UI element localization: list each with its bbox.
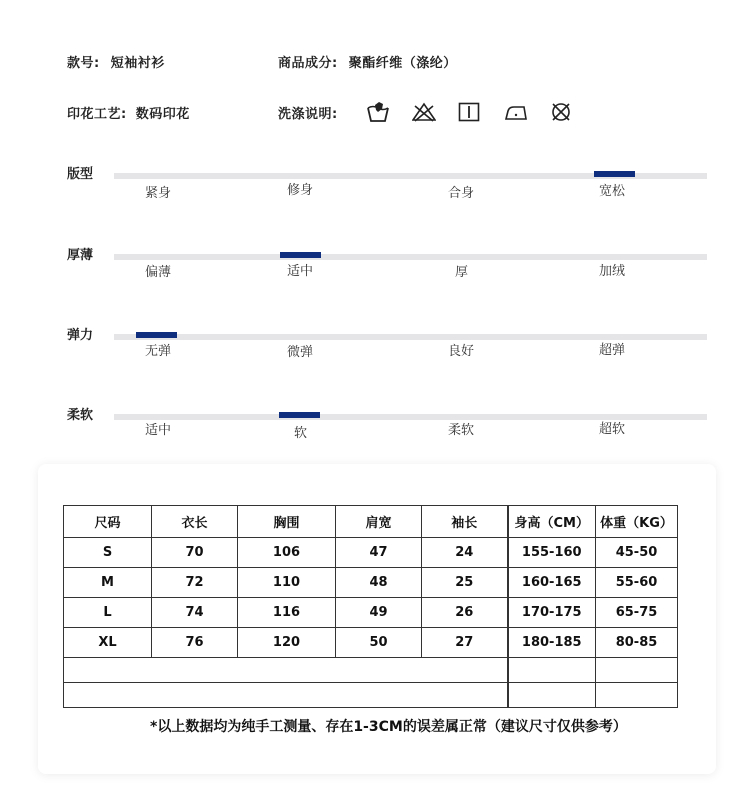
scale-marker (280, 252, 321, 258)
table-cell: L (64, 598, 152, 628)
table-row (64, 538, 678, 568)
table-cell-empty (64, 683, 508, 708)
scale-option: 超软 (599, 422, 626, 437)
scale-marker (279, 412, 320, 418)
size-footnote: *以上数据均为纯手工测量、存在1-3CM的误差属正常（建议尺寸仅供参考） (150, 719, 627, 735)
table-cell: S (64, 538, 152, 568)
size-table (63, 505, 678, 708)
wash-label: 洗涤说明: (278, 107, 338, 122)
table-header: 衣长 (152, 506, 238, 538)
scale-option: 紧身 (145, 186, 172, 201)
scale-thickness (0, 244, 750, 304)
table-cell: 74 (152, 598, 238, 628)
table-header: 体重（KG） (596, 506, 678, 538)
table-cell: 76 (152, 628, 238, 658)
scale-option: 厚 (455, 265, 469, 280)
table-cell-empty (508, 658, 596, 683)
no-dry-clean-icon (550, 100, 596, 124)
iron-icon (504, 100, 550, 124)
scale-marker (136, 332, 177, 338)
table-header-row (64, 506, 678, 538)
scale-option: 适中 (287, 264, 314, 279)
table-cell: M (64, 568, 152, 598)
table-cell: 72 (152, 568, 238, 598)
table-cell: 70 (152, 538, 238, 568)
table-cell: 24 (422, 538, 508, 568)
table-cell: 80-85 (596, 628, 678, 658)
scale-option: 微弹 (287, 345, 314, 360)
scale-title: 弹力 (67, 328, 94, 343)
table-cell: 27 (422, 628, 508, 658)
table-row-empty (64, 683, 678, 708)
table-header: 胸围 (238, 506, 336, 538)
table-cell-empty (596, 658, 678, 683)
table-cell: 170-175 (508, 598, 596, 628)
tumble-dry-icon (458, 100, 504, 124)
table-cell: 110 (238, 568, 336, 598)
table-cell-empty (64, 658, 508, 683)
scale-option: 无弹 (145, 344, 172, 359)
print-value: 数码印花 (135, 107, 190, 122)
table-cell: 180-185 (508, 628, 596, 658)
table-header: 袖长 (422, 506, 508, 538)
table-cell-empty (508, 683, 596, 708)
print-label: 印花工艺: (67, 107, 127, 122)
table-row (64, 598, 678, 628)
scale-option: 宽松 (599, 184, 626, 199)
table-row-empty (64, 658, 678, 683)
table-cell: 160-165 (508, 568, 596, 598)
table-cell: 120 (238, 628, 336, 658)
scale-option: 偏薄 (145, 265, 172, 280)
scale-option: 加绒 (599, 264, 626, 279)
scale-softness (0, 404, 750, 464)
table-cell: 155-160 (508, 538, 596, 568)
material-label: 商品成分: (278, 56, 338, 71)
table-cell: 55-60 (596, 568, 678, 598)
scale-option: 合身 (448, 186, 475, 201)
wash-info (278, 103, 338, 122)
table-header: 肩宽 (336, 506, 422, 538)
table-row (64, 628, 678, 658)
table-cell: 49 (336, 598, 422, 628)
wash-icons (366, 100, 596, 124)
scale-option: 超弹 (599, 343, 626, 358)
table-cell: 25 (422, 568, 508, 598)
material-value: 聚酯纤维（涤纶） (348, 56, 457, 71)
scale-option: 修身 (287, 183, 314, 198)
table-header: 身高（CM） (508, 506, 596, 538)
table-cell: 45-50 (596, 538, 678, 568)
scale-option: 适中 (145, 423, 172, 438)
table-cell: 65-75 (596, 598, 678, 628)
print-info (67, 103, 190, 122)
scale-option: 软 (294, 426, 308, 441)
style-value: 短袖衬衫 (110, 56, 165, 71)
scale-option: 良好 (448, 344, 475, 359)
material-info (278, 52, 457, 71)
hand-wash-icon (366, 100, 412, 124)
style-info (67, 52, 165, 71)
scale-fit (0, 163, 750, 223)
table-cell-empty (596, 683, 678, 708)
scale-option: 柔软 (448, 423, 475, 438)
scale-title: 柔软 (67, 408, 94, 423)
table-cell: 50 (336, 628, 422, 658)
scale-marker (594, 171, 635, 177)
scale-title: 版型 (67, 167, 94, 182)
table-cell: 47 (336, 538, 422, 568)
table-cell: 48 (336, 568, 422, 598)
table-cell: 106 (238, 538, 336, 568)
scale-title: 厚薄 (67, 248, 94, 263)
scale-elasticity (0, 324, 750, 384)
table-row (64, 568, 678, 598)
table-cell: 26 (422, 598, 508, 628)
table-header: 尺码 (64, 506, 152, 538)
table-cell: 116 (238, 598, 336, 628)
no-bleach-icon (412, 100, 458, 124)
table-cell: XL (64, 628, 152, 658)
style-label: 款号: (67, 56, 100, 71)
